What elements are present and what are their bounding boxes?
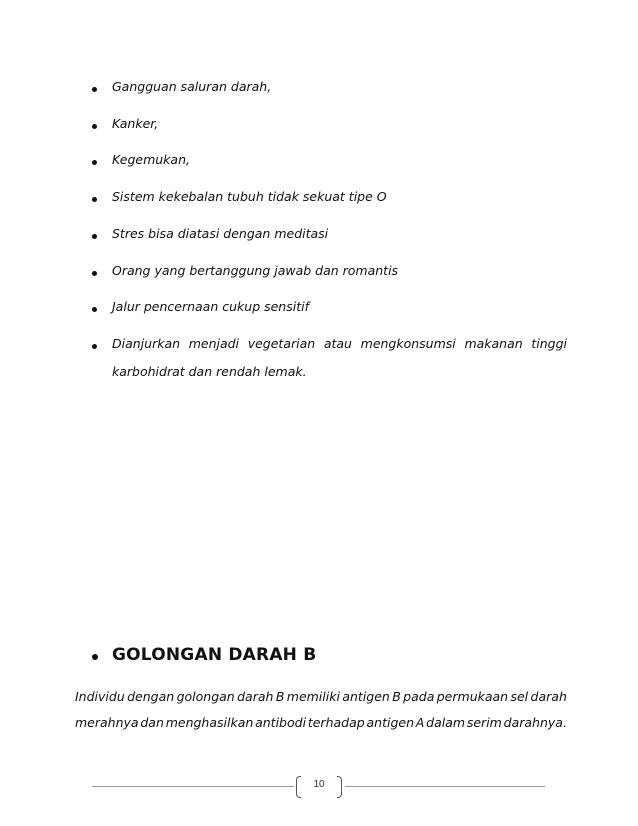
word: memiliki: [286, 689, 340, 704]
bullet-icon: [92, 197, 97, 202]
bullet-icon: [92, 344, 97, 349]
word: makanan: [464, 336, 523, 351]
list-item-text: Orang yang bertanggung jawab dan romantis: [112, 263, 399, 278]
last-bullet-line-1: [112, 330, 567, 358]
page-number: 10: [313, 779, 325, 790]
word: atau: [323, 336, 352, 351]
list-item-text: [112, 330, 567, 386]
bullet-icon: [92, 654, 98, 660]
word: sel: [510, 689, 529, 704]
word: antigen: [342, 689, 390, 704]
list-item-text: Stres bisa diatasi dengan meditasi: [112, 226, 329, 241]
word: golongan: [176, 689, 235, 704]
word: vegetarian: [247, 336, 316, 351]
bullet-icon: [92, 160, 97, 165]
word: B: [392, 689, 401, 704]
list-item-text: Jalur pencernaan cukup sensitif: [112, 299, 309, 314]
paragraph-line-2: [75, 710, 567, 736]
word: tinggi: [531, 336, 567, 351]
word: pada: [403, 689, 435, 704]
word: A: [415, 715, 425, 730]
word: antigen: [366, 715, 414, 730]
word: darahnya.: [503, 715, 567, 730]
page-number-bracket-right: [337, 776, 342, 798]
bullet-icon: [92, 271, 97, 276]
list-item-text: Kegemukan,: [112, 152, 190, 167]
word: dengan: [127, 689, 175, 704]
word: dan: [140, 715, 164, 730]
paragraph-line-1: [75, 684, 567, 710]
word: antibodi: [255, 715, 307, 730]
word: dalam: [426, 715, 466, 730]
body-paragraph: [75, 684, 567, 736]
word: darah: [530, 689, 567, 704]
list-item-text: Sistem kekebalan tubuh tidak sekuat tipe O: [112, 189, 387, 204]
word: mengkonsumsi: [360, 336, 456, 351]
bullet-icon: [92, 307, 97, 312]
bullet-icon: [92, 87, 97, 92]
word: merahnya: [75, 715, 139, 730]
word: menghasilkan: [165, 715, 254, 730]
word: Dianjurkan: [112, 336, 181, 351]
footer-rule-left: [92, 786, 294, 787]
word: terhadap: [307, 715, 365, 730]
bullet-icon: [92, 124, 97, 129]
word: serim: [466, 715, 502, 730]
word: B: [275, 689, 285, 704]
list-item-text: Gangguan saluran darah,: [112, 79, 272, 94]
word: permukaan: [436, 689, 509, 704]
bullet-icon: [92, 234, 97, 239]
footer-rule-right: [345, 786, 545, 787]
word: darah: [237, 689, 274, 704]
section-heading-text: GOLONGAN DARAH B: [112, 645, 317, 665]
word: menjadi: [188, 336, 240, 351]
list-item-text: Kanker,: [112, 116, 159, 131]
last-bullet-line-2: karbohidrat dan rendah lemak.: [112, 364, 307, 379]
word: Individu: [75, 689, 125, 704]
